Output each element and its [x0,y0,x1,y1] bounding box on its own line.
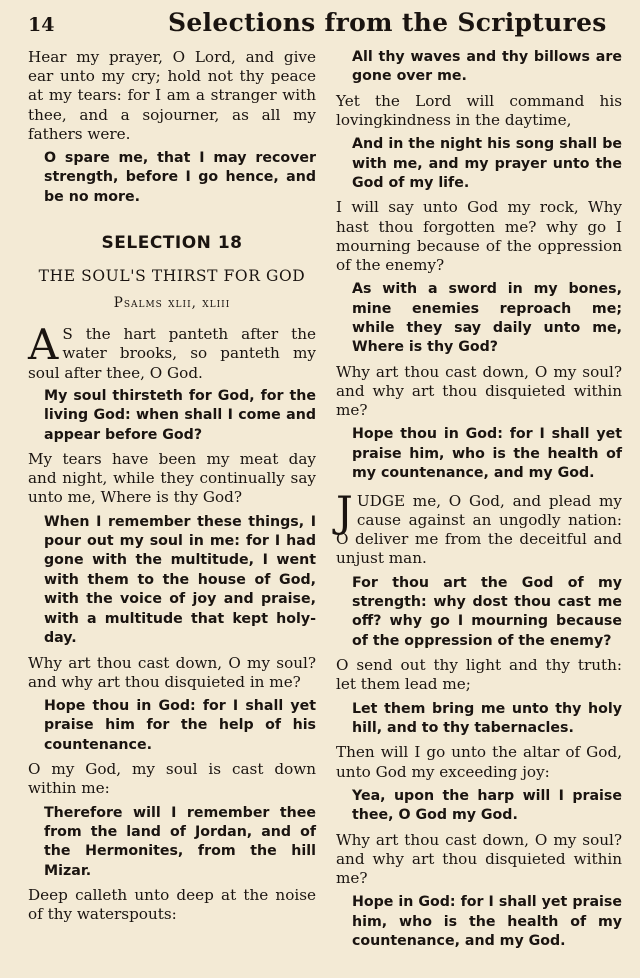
scripture-reference: Psalms xlii, xliii [113,295,231,312]
verse-plain: Then will I go unto the altar of God, unto God my exceeding joy: [336,743,622,781]
verse-response: Yea, upon the harp will I praise thee, O God my God. [352,787,622,824]
verse-plain: My tears have been my meat day and night, while they continually say unto me, Where is thy God? [28,450,316,507]
verse-response: Hope thou in God: for I shall yet praise him for the help of his countenance. [44,697,316,753]
right-column [336,48,622,956]
verse-response: Let them bring me unto thy holy hill, and to thy tabernacles. [352,700,622,736]
verse-text: UDGE me, O God, and plead my cause against an ungodly nation: O deliver me from the deceitful and unjust man. [336,491,622,568]
verse-response: All thy waves and thy billows are gone over me. [352,49,622,85]
verse-plain [28,320,316,383]
verse-response: O spare me, that I may recover strength, before I go hence, and be no more. [44,150,316,205]
verse-text: S the hart panteth after the water brooks, so panteth my soul after thee, O God. [28,325,316,382]
verse-plain: Why art thou cast down, O my soul? and why art thou disquieted within me? [336,362,622,420]
verse-response: Hope thou in God: for I shall yet praise him, who is the health of my countenance, and my God. [352,426,622,482]
drop-cap: A [28,320,59,370]
verse-response: For thou art the God of my strength: why dost thou cast me off? why go I mourning because of the oppression of the enemy? [352,574,622,649]
verse-plain: Why art thou cast down, O my soul? and why art thou disquieted in me? [28,653,316,691]
verse-response: Therefore will I remember thee from the land of Jordan, and of the Hermonites, from the hill Mizar. [44,804,316,879]
left-column [28,48,316,930]
verse-plain: O send out thy light and thy truth: let them lead me; [336,656,622,694]
verse-plain: Deep calleth unto deep at the noise of thy waterspouts: [28,886,316,924]
page-number: 14 [28,14,55,36]
verse-plain: Yet the Lord will command his lovingkindness in the daytime, [336,91,622,130]
verse-response: As with a sword in my bones, mine enemies reproach me; while they say daily unto me, Where is thy God? [352,281,622,356]
drop-cap: J [336,486,353,536]
verse-response: My soul thirsteth for God, for the living God: when shall I come and appear before God? [44,387,316,443]
verse-response: When I remember these things, I pour out my soul in me: for I had gone with the multitude, I went with them to the house of God, with the voice of joy and praise, with a multitude that kept holy-day. [44,513,316,647]
verse-plain: Hear my prayer, O Lord, and give ear unto my cry; hold not thy peace at my tears: for I am a stranger with thee, and a sojourner, as all my fathers were. [28,48,316,143]
verse-response: Hope in God: for I shall yet praise him, who is the health of my countenance, and my God. [352,894,622,949]
verse-plain: O my God, my soul is cast down within me: [28,760,316,798]
verse-plain: Why art thou cast down, O my soul? and why art thou disquieted within me? [336,830,622,887]
selection-title: SELECTION 18 [101,233,243,254]
verse-plain [336,486,622,569]
verse-plain: I will say unto God my rock, Why hast thou forgotten me? why go I mourning because of the oppression of the enemy? [336,198,622,275]
verse-response: And in the night his song shall be with me, and my prayer unto the God of my life. [352,136,622,192]
running-title: Selections from the Scriptures [168,8,607,37]
page-header [0,6,640,42]
selection-subtitle: THE SOUL'S THIRST FOR GOD [38,267,306,286]
